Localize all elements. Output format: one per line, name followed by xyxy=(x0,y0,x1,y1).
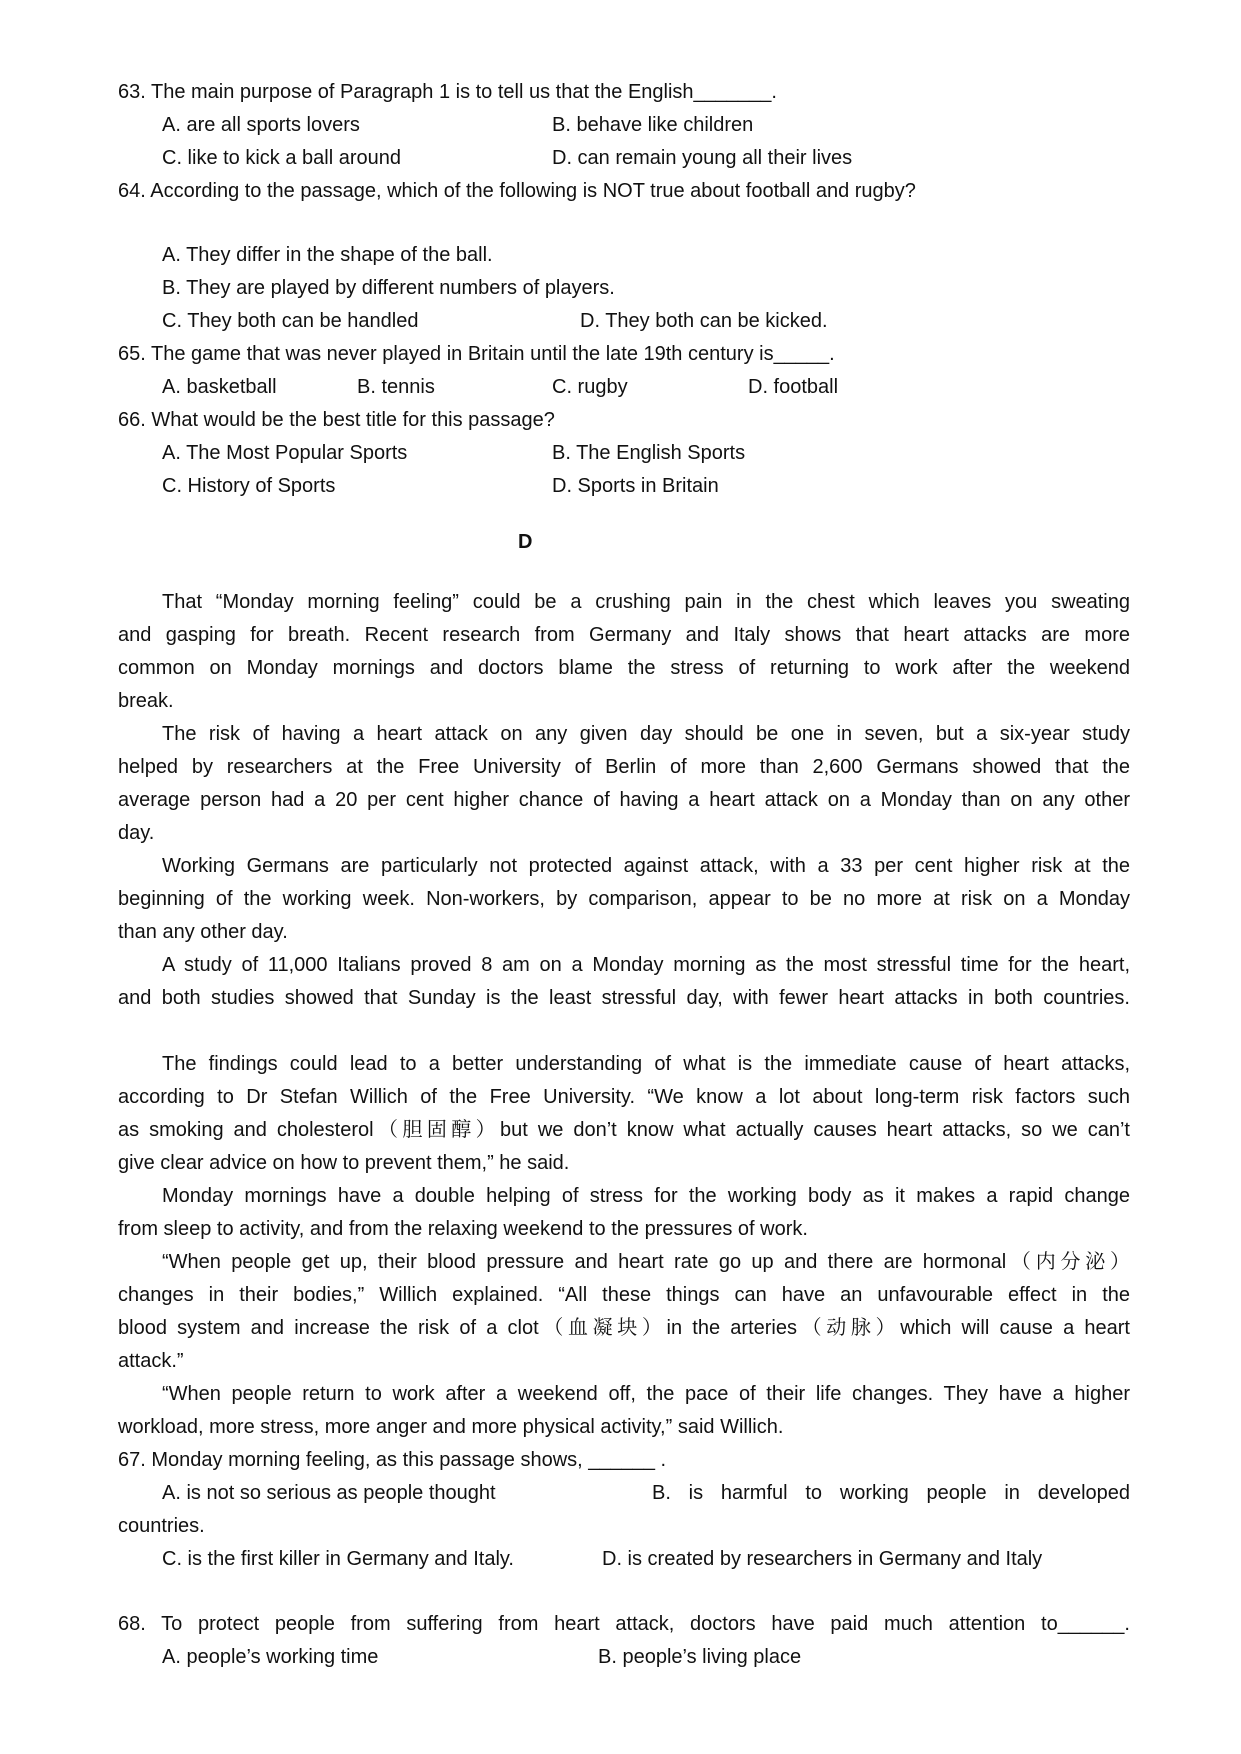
question-68-stem: 68. To protect people from suffering from heart attack, doctors have paid much attention to______. xyxy=(118,1613,1130,1635)
q63-option-a: A. are all sports lovers xyxy=(162,114,360,136)
passage-line: from sleep to activity, and from the relaxing weekend to the pressures of work. xyxy=(118,1218,808,1240)
passage-line: and both studies showed that Sunday is the least stressful day, with fewer heart attacks in both countries. xyxy=(118,987,1130,1009)
q63-option-d: D. can remain young all their lives xyxy=(552,147,853,169)
q68-option-b: B. people’s living place xyxy=(598,1646,802,1668)
q66-option-b: B. The English Sports xyxy=(552,442,746,464)
q67-option-a: A. is not so serious as people thought xyxy=(162,1482,496,1504)
passage-line: Monday mornings have a double helping of stress for the working body as it makes a rapid change xyxy=(162,1185,1130,1207)
passage-line: attack.” xyxy=(118,1350,184,1372)
question-65-stem: 65. The game that was never played in Britain until the late 19th century is_____. xyxy=(118,343,835,365)
q64-option-c: C. They both can be handled xyxy=(162,310,419,332)
q65-option-c: C. rugby xyxy=(552,376,628,398)
passage-line: A study of 11,000 Italians proved 8 am on a Monday morning as the most stressful time for the heart, xyxy=(162,954,1130,976)
passage-line: helped by researchers at the Free University of Berlin of more than 2,600 Germans showed that the xyxy=(118,756,1130,778)
passage-line: give clear advice on how to prevent them,” he said. xyxy=(118,1152,570,1174)
passage-line: workload, more stress, more anger and more physical activity,” said Willich. xyxy=(118,1416,784,1438)
q68-option-a: A. people’s working time xyxy=(162,1646,379,1668)
question-64-stem: 64. According to the passage, which of the following is NOT true about football and rugby? xyxy=(118,180,916,202)
passage-line: “When people get up, their blood pressure and heart rate go up and there are hormonal（内分泌） xyxy=(162,1251,1130,1273)
q64-option-b: B. They are played by different numbers of players. xyxy=(162,277,615,299)
passage-line: The findings could lead to a better understanding of what is the immediate cause of heart attacks, xyxy=(162,1053,1130,1075)
passage-line: day. xyxy=(118,822,155,844)
passage-line: “When people return to work after a weekend off, the pace of their life changes. They have a higher xyxy=(162,1383,1130,1405)
q65-option-d: D. football xyxy=(748,376,839,398)
passage-line: blood system and increase the risk of a clot（血凝块）in the arteries（动脉）which will cause a heart xyxy=(118,1317,1130,1339)
q67-option-b-continued: countries. xyxy=(118,1515,205,1537)
passage-line: The risk of having a heart attack on any given day should be one in seven, but a six-year study xyxy=(162,723,1130,745)
q66-option-a: A. The Most Popular Sports xyxy=(162,442,408,464)
q67-option-c: C. is the first killer in Germany and Italy. xyxy=(162,1548,514,1570)
passage-line: average person had a 20 per cent higher chance of having a heart attack on a Monday than on any other xyxy=(118,789,1130,811)
passage-line: break. xyxy=(118,690,174,712)
q63-option-b: B. behave like children xyxy=(552,114,754,136)
passage-line: and gasping for breath. Recent research from Germany and Italy shows that heart attacks are more xyxy=(118,624,1130,646)
q65-option-b: B. tennis xyxy=(357,376,435,398)
passage-line: as smoking and cholesterol（胆固醇）but we don’t know what actually causes heart attacks, so we can’t xyxy=(118,1119,1130,1141)
q63-option-c: C. like to kick a ball around xyxy=(162,147,402,169)
q67-option-b: B. is harmful to working people in developed xyxy=(652,1482,1130,1504)
passage-line: changes in their bodies,” Willich explained. “All these things can have an unfavourable effect in the xyxy=(118,1284,1130,1306)
question-66-stem: 66. What would be the best title for this passage? xyxy=(118,409,555,431)
passage-line: Working Germans are particularly not protected against attack, with a 33 per cent higher risk at the xyxy=(162,855,1130,877)
passage-line: common on Monday mornings and doctors blame the stress of returning to work after the weekend xyxy=(118,657,1130,679)
question-67-stem: 67. Monday morning feeling, as this passage shows, ______ . xyxy=(118,1449,667,1471)
q65-option-a: A. basketball xyxy=(162,376,277,398)
q66-option-c: C. History of Sports xyxy=(162,475,336,497)
q64-option-a: A. They differ in the shape of the ball. xyxy=(162,244,493,266)
passage-line: according to Dr Stefan Willich of the Free University. “We know a lot about long-term risk factors such xyxy=(118,1086,1130,1108)
passage-line: beginning of the working week. Non-workers, by comparison, appear to be no more at risk on a Monday xyxy=(118,888,1130,910)
passage-line: That “Monday morning feeling” could be a crushing pain in the chest which leaves you sweating xyxy=(162,591,1130,613)
passage-line: than any other day. xyxy=(118,921,288,943)
question-63-stem: 63. The main purpose of Paragraph 1 is to tell us that the English_______. xyxy=(118,81,777,103)
section-heading: D xyxy=(518,531,533,553)
q64-option-d: D. They both can be kicked. xyxy=(580,310,828,332)
q67-option-d: D. is created by researchers in Germany and Italy xyxy=(602,1548,1043,1570)
q66-option-d: D. Sports in Britain xyxy=(552,475,719,497)
